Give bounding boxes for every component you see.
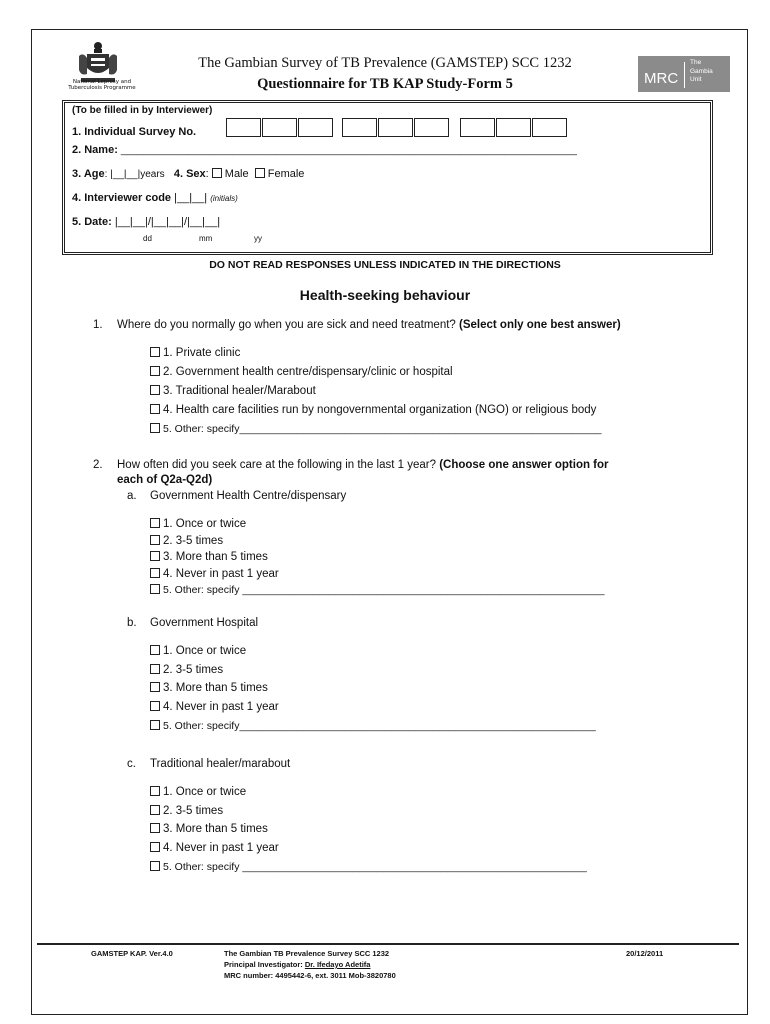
- footer-date: 20/12/2011: [626, 949, 664, 958]
- q2a-option[interactable]: 5. Other: specify ______________________________________________________________: [150, 584, 604, 596]
- q1-option[interactable]: 1. Private clinic: [150, 347, 240, 359]
- mrc-logo-side: The Gambia Unit: [690, 59, 713, 83]
- checkbox[interactable]: [150, 786, 160, 796]
- survey-no-cell[interactable]: [342, 118, 377, 137]
- q1-text: Where do you normally go when you are sick and need treatment?: [117, 319, 456, 331]
- survey-title: The Gambian Survey of TB Prevalence (GAMSTEP) SCC 1232: [198, 55, 572, 71]
- q2c-option[interactable]: 3. More than 5 times: [150, 823, 268, 835]
- sex-label: 4. Sex: [173, 168, 206, 180]
- age-field[interactable]: : |__|__|years: [104, 169, 165, 180]
- q1-option[interactable]: 2. Government health centre/dispensary/clinic or hospital: [150, 366, 453, 378]
- checkbox[interactable]: [150, 423, 160, 433]
- q2-number: 2.: [93, 459, 103, 471]
- footer-rule: [37, 943, 739, 945]
- mrc-logo: [638, 56, 730, 92]
- checkbox[interactable]: [150, 385, 160, 395]
- survey-no-cell[interactable]: [460, 118, 495, 137]
- mrc-logo-main: MRC: [644, 70, 679, 87]
- interviewer-code-label: 4. Interviewer code: [72, 192, 172, 204]
- name-row: [72, 144, 577, 156]
- name-label: 2. Name:: [72, 144, 118, 156]
- footer-survey: The Gambian TB Prevalence Survey SCC 1232: [224, 949, 390, 958]
- initials-hint: (initials): [210, 194, 238, 203]
- checkbox[interactable]: [150, 404, 160, 414]
- q2a-label: Government Health Centre/dispensary: [150, 490, 347, 502]
- female-label: Female: [267, 168, 305, 180]
- survey-no-cell[interactable]: [262, 118, 297, 137]
- checkbox[interactable]: [150, 682, 160, 692]
- q2c-label: Traditional healer/marabout: [150, 758, 291, 770]
- footer-version: GAMSTEP KAP. Ver.4.0: [91, 949, 173, 958]
- date-yy: yy: [254, 234, 262, 243]
- q1-instruction: (Select only one best answer): [459, 319, 621, 331]
- checkbox[interactable]: [150, 823, 160, 833]
- male-checkbox[interactable]: [212, 168, 222, 178]
- survey-no-cell[interactable]: [532, 118, 567, 137]
- q2b-option[interactable]: 5. Other: specify_____________________________________________________________: [150, 720, 596, 732]
- q2a-letter: a.: [127, 490, 137, 502]
- q2b-option[interactable]: 3. More than 5 times: [150, 682, 268, 694]
- q2a-option[interactable]: 4. Never in past 1 year: [150, 568, 279, 580]
- q2c-option[interactable]: 4. Never in past 1 year: [150, 842, 279, 854]
- survey-no-cell[interactable]: [298, 118, 333, 137]
- checkbox[interactable]: [150, 535, 160, 545]
- checkbox[interactable]: [150, 568, 160, 578]
- checkbox[interactable]: [150, 518, 160, 528]
- checkbox[interactable]: [150, 805, 160, 815]
- footer-pi: Principal Investigator: Dr. Ifedayo Adetifa: [224, 960, 371, 969]
- interviewer-code-field[interactable]: |__|__|: [174, 192, 208, 204]
- checkbox[interactable]: [150, 861, 160, 871]
- programme-label: National Leprosy and Tuberculosis Programme: [68, 79, 136, 91]
- q2-question: [117, 459, 697, 471]
- name-field[interactable]: __________________________________________________________________________________: [120, 145, 577, 156]
- q2c-option[interactable]: 1. Once or twice: [150, 786, 246, 798]
- q2b-letter: b.: [127, 617, 137, 629]
- date-mm: mm: [199, 234, 213, 243]
- q1-question: [117, 319, 697, 331]
- form-title: Questionnaire for TB KAP Study-Form 5: [257, 76, 513, 92]
- checkbox[interactable]: [150, 347, 160, 357]
- checkbox[interactable]: [150, 584, 160, 594]
- date-label: 5. Date:: [72, 216, 112, 228]
- section-title: Health-seeking behaviour: [299, 287, 471, 303]
- interviewer-note: (To be filled in by Interviewer): [72, 105, 213, 116]
- survey-no-label: 1. Individual Survey No.: [72, 126, 197, 138]
- checkbox[interactable]: [150, 645, 160, 655]
- checkbox[interactable]: [150, 842, 160, 852]
- q1-option[interactable]: 3. Traditional healer/Marabout: [150, 385, 316, 397]
- female-checkbox[interactable]: [255, 168, 265, 178]
- footer-mrc-number: MRC number: 4495442-6, ext. 3011 Mob-3820780: [224, 971, 396, 980]
- q1-option[interactable]: 4. Health care facilities run by nongovernmental organization (NGO) or religious body: [150, 404, 596, 416]
- q2a-option[interactable]: 1. Once or twice: [150, 518, 246, 530]
- q1-number: 1.: [93, 319, 103, 331]
- checkbox[interactable]: [150, 720, 160, 730]
- q2-instruction-b: each of Q2a-Q2d): [117, 474, 213, 486]
- survey-no-cell[interactable]: [414, 118, 449, 137]
- q2c-letter: c.: [127, 758, 136, 770]
- checkbox[interactable]: [150, 551, 160, 561]
- q2b-option[interactable]: 1. Once or twice: [150, 645, 246, 657]
- checkbox[interactable]: [150, 701, 160, 711]
- interviewer-code-row: [72, 192, 238, 204]
- q2c-option[interactable]: 2. 3-5 times: [150, 805, 223, 817]
- q2b-option[interactable]: 4. Never in past 1 year: [150, 701, 279, 713]
- q2-instruction-a: (Choose one answer option for: [439, 459, 609, 471]
- q2-text: How often did you seek care at the following in the last 1 year?: [117, 459, 436, 471]
- survey-no-cell[interactable]: [496, 118, 531, 137]
- q1-option[interactable]: 5. Other: specify______________________________________________________________: [150, 423, 602, 435]
- age-sex-row: 3. Age: |__|__|years 4. Sex: Male Female: [72, 168, 305, 180]
- q2a-option[interactable]: 2. 3-5 times: [150, 535, 223, 547]
- date-row: [72, 216, 220, 228]
- age-label: 3. Age: [72, 168, 105, 180]
- read-instruction: DO NOT READ RESPONSES UNLESS INDICATED IN THE DIRECTIONS: [209, 259, 561, 271]
- date-dd: dd: [143, 234, 152, 243]
- checkbox[interactable]: [150, 366, 160, 376]
- q2a-option[interactable]: 3. More than 5 times: [150, 551, 268, 563]
- footer-info: [224, 948, 396, 981]
- survey-no-cell[interactable]: [226, 118, 261, 137]
- checkbox[interactable]: [150, 664, 160, 674]
- survey-no-cell[interactable]: [378, 118, 413, 137]
- male-label: Male: [224, 168, 249, 180]
- pi-name: Dr. Ifedayo Adetifa: [304, 960, 371, 969]
- q2c-option[interactable]: 5. Other: specify ___________________________________________________________: [150, 861, 587, 873]
- q2b-label: Government Hospital: [150, 617, 259, 629]
- q2b-option[interactable]: 2. 3-5 times: [150, 664, 223, 676]
- date-field[interactable]: |__|__|/|__|__|/|__|__|: [114, 216, 221, 228]
